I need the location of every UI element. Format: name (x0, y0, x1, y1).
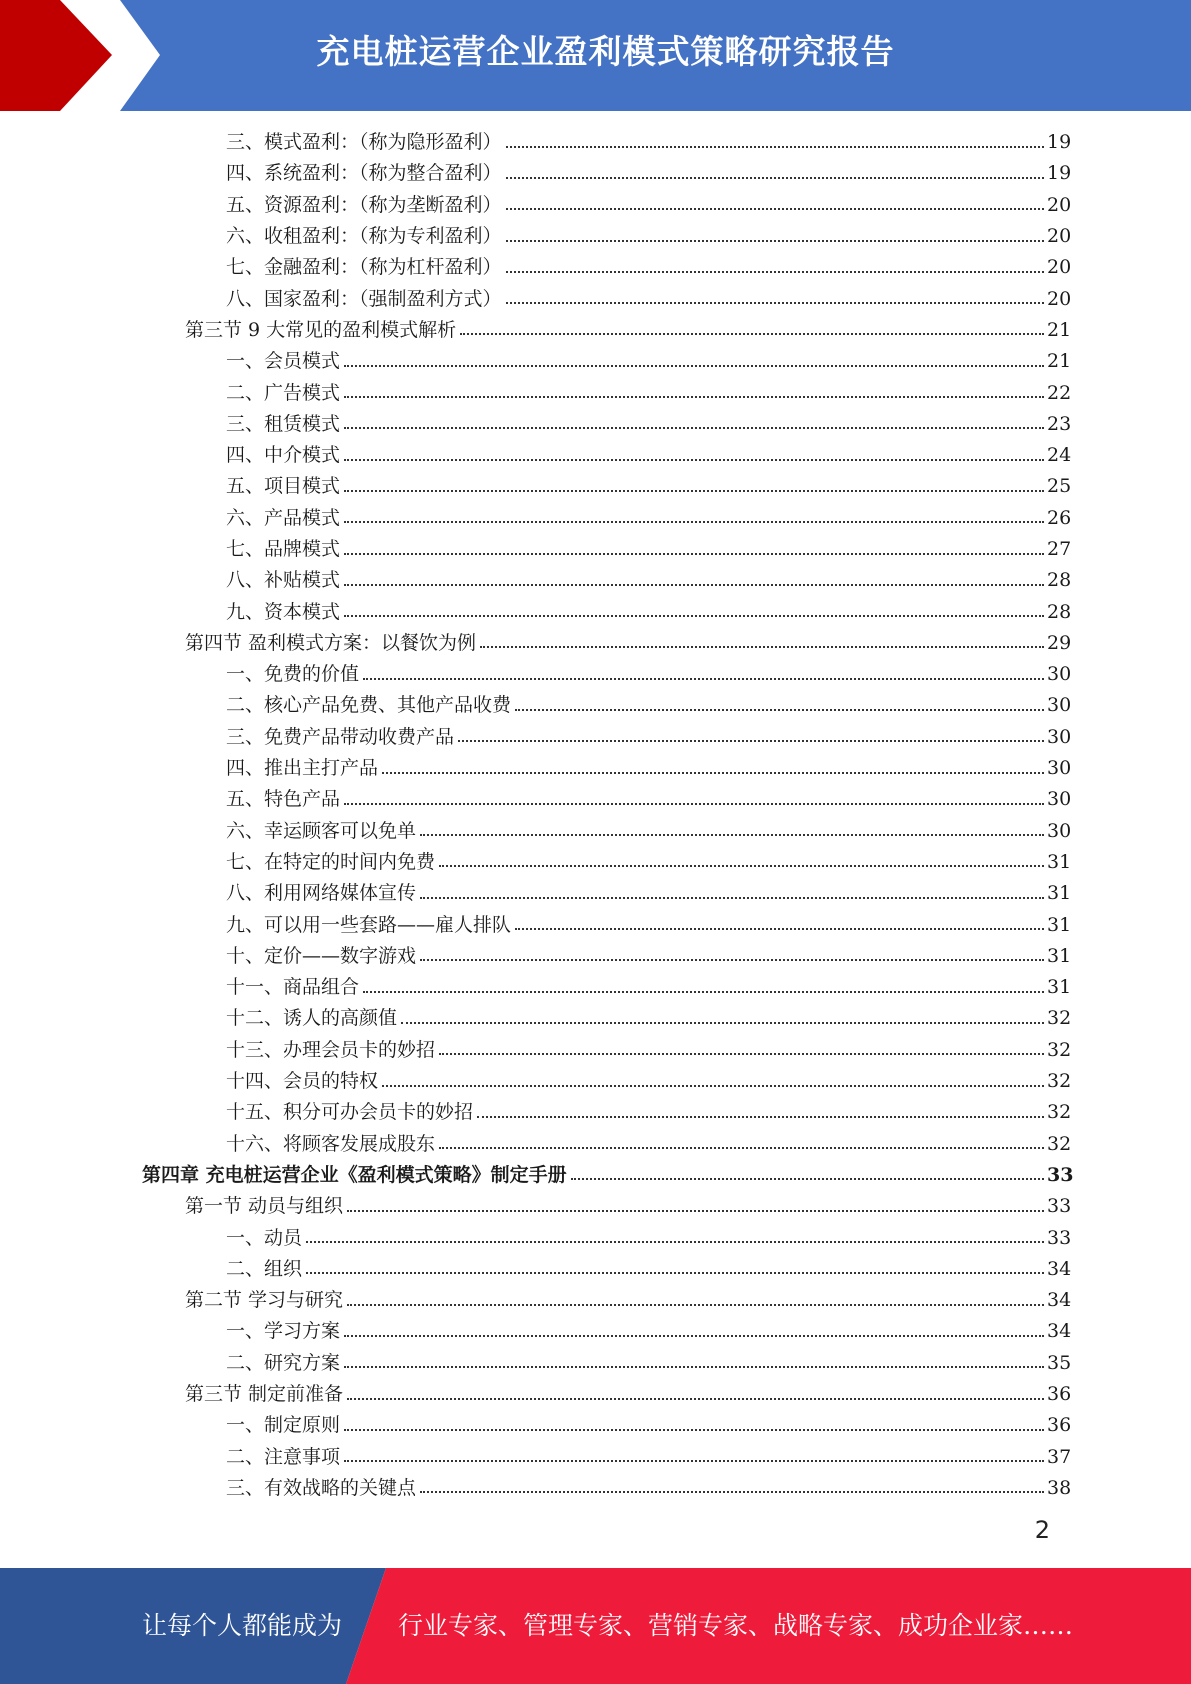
toc-dot-leader (344, 1460, 1044, 1462)
toc-entry-page: 30 (1047, 788, 1072, 811)
toc-entry-page: 20 (1047, 225, 1072, 248)
toc-dot-leader (506, 146, 1044, 148)
toc-entry[interactable] (0, 1191, 1191, 1222)
toc-entry[interactable] (0, 471, 1191, 502)
toc-dot-leader (344, 584, 1044, 586)
toc-entry-page: 19 (1047, 162, 1072, 185)
toc-entry-page: 19 (1047, 131, 1072, 154)
toc-entry-page: 20 (1047, 193, 1072, 216)
toc-entry[interactable] (0, 753, 1191, 784)
toc-entry-page: 26 (1047, 506, 1072, 529)
toc-entry-title: 九、可以用一些套路——雇人排队 (226, 913, 512, 936)
toc-dot-leader (347, 1304, 1044, 1306)
toc-entry-title: 十四、会员的特权 (226, 1070, 379, 1093)
toc-entry-page: 20 (1047, 287, 1072, 310)
toc-entry[interactable] (0, 1348, 1191, 1379)
toc-entry-page: 31 (1047, 976, 1072, 999)
toc-entry-page: 21 (1047, 318, 1072, 341)
toc-dot-leader (458, 740, 1044, 742)
toc-dot-leader (480, 646, 1044, 648)
toc-entry[interactable] (0, 1441, 1191, 1472)
toc-entry-title: 二、研究方案 (226, 1351, 341, 1374)
toc-dot-leader (344, 427, 1044, 429)
toc-entry-title: 第四章 充电桩运营企业《盈利模式策略》制定手册 (142, 1163, 567, 1186)
toc-entry[interactable] (0, 1003, 1191, 1034)
toc-entry[interactable] (0, 941, 1191, 972)
toc-entry[interactable] (0, 784, 1191, 815)
toc-entry[interactable] (0, 722, 1191, 753)
footer-slogan-left: 让每个人都能成为 (142, 1611, 343, 1640)
toc-entry[interactable] (0, 1285, 1191, 1316)
toc-entry-title: 第三节 制定前准备 (185, 1383, 344, 1406)
toc-entry-page: 32 (1047, 1070, 1072, 1093)
toc-entry-title: 三、租赁模式 (226, 412, 341, 435)
toc-entry-page: 34 (1047, 1257, 1072, 1280)
toc-entry-page: 28 (1047, 569, 1072, 592)
toc-dot-leader (344, 365, 1044, 367)
toc-dot-leader (460, 333, 1044, 335)
toc-entry[interactable] (0, 1410, 1191, 1441)
toc-dot-leader (363, 678, 1044, 680)
toc-entry-title: 十三、办理会员卡的妙招 (226, 1038, 436, 1061)
toc-dot-leader (344, 553, 1044, 555)
toc-dot-leader (506, 240, 1044, 242)
toc-entry-title: 九、资本模式 (226, 600, 341, 623)
toc-dot-leader (344, 1335, 1044, 1337)
toc-dot-leader (506, 271, 1044, 273)
toc-dot-leader (344, 396, 1044, 398)
toc-entry-page: 25 (1047, 475, 1072, 498)
toc-entry-page: 29 (1047, 631, 1072, 654)
toc-dot-leader (420, 1491, 1044, 1493)
toc-entry-page: 34 (1047, 1289, 1072, 1312)
toc-dot-leader (344, 459, 1044, 461)
toc-dot-leader (420, 897, 1044, 899)
toc-dot-leader (306, 1272, 1044, 1274)
toc-entry[interactable] (0, 628, 1191, 659)
toc-dot-leader (439, 1147, 1044, 1149)
toc-entry-page: 34 (1047, 1320, 1072, 1343)
toc-dot-leader (477, 1116, 1044, 1118)
toc-entry-page: 30 (1047, 725, 1072, 748)
toc-entry[interactable] (0, 1160, 1191, 1191)
toc-dot-leader (344, 521, 1044, 523)
toc-entry-title: 十五、积分可办会员卡的妙招 (226, 1101, 474, 1124)
toc-entry-page: 33 (1047, 1226, 1072, 1249)
toc-dot-leader (420, 834, 1044, 836)
toc-dot-leader (439, 865, 1044, 867)
toc-dot-leader (347, 1398, 1044, 1400)
toc-entry-title: 二、组织 (226, 1257, 303, 1280)
toc-entry[interactable] (0, 596, 1191, 627)
toc-entry-title: 二、广告模式 (226, 381, 341, 404)
toc-entry-page: 24 (1047, 444, 1072, 467)
toc-entry[interactable] (0, 440, 1191, 471)
toc-entry-title: 四、中介模式 (226, 444, 341, 467)
toc-entry-title: 四、推出主打产品 (226, 757, 379, 780)
toc-entry-page: 31 (1047, 913, 1072, 936)
toc-entry-page: 31 (1047, 850, 1072, 873)
toc-entry[interactable] (0, 534, 1191, 565)
toc-entry[interactable] (0, 909, 1191, 940)
toc-entry-title: 一、免费的价值 (226, 663, 360, 686)
toc-entry-title: 七、品牌模式 (226, 538, 341, 560)
toc-entry[interactable] (0, 1097, 1191, 1128)
toc-dot-leader (344, 615, 1044, 617)
toc-dot-leader (347, 1210, 1044, 1212)
toc-dot-leader (515, 928, 1044, 930)
toc-entry[interactable] (0, 972, 1191, 1003)
toc-entry[interactable] (0, 1473, 1191, 1504)
toc-entry-title: 六、产品模式 (226, 506, 341, 529)
toc-entry-page: 28 (1047, 600, 1072, 623)
toc-entry-title: 第四节 盈利模式方案：以餐饮为例 (185, 631, 477, 654)
toc-entry-page: 35 (1047, 1351, 1072, 1374)
toc-dot-leader (401, 1022, 1044, 1024)
toc-entry-title: 七、金融盈利：（称为杠杆盈利） (226, 256, 502, 279)
toc-entry-title: 三、模式盈利：（称为隐形盈利） (226, 131, 502, 154)
toc-dot-leader (344, 1429, 1044, 1431)
toc-entry-title: 第二节 学习与研究 (185, 1289, 344, 1312)
toc-entry[interactable] (0, 816, 1191, 847)
toc-entry-title: 第三节 9 大常见的盈利模式解析 (185, 318, 457, 341)
toc-dot-leader (382, 1085, 1044, 1087)
toc-dot-leader (344, 1366, 1044, 1368)
toc-entry-page: 32 (1047, 1101, 1072, 1124)
toc-entry-title: 二、注意事项 (226, 1445, 341, 1468)
toc-entry[interactable] (0, 878, 1191, 909)
toc-dot-leader (363, 991, 1044, 993)
toc-entry-page: 36 (1047, 1414, 1072, 1437)
toc-dot-leader (420, 959, 1044, 961)
toc-entry-title: 五、特色产品 (226, 788, 341, 811)
toc-entry-title: 五、资源盈利：（称为垄断盈利） (226, 193, 502, 216)
page-number: 2 (1034, 1516, 1050, 1544)
toc-entry-title: 六、收租盈利：（称为专利盈利） (226, 225, 502, 248)
toc-entry[interactable] (0, 127, 1191, 158)
toc-entry[interactable] (0, 1379, 1191, 1410)
toc-entry-page: 31 (1047, 944, 1072, 967)
toc-entry-page: 30 (1047, 757, 1072, 780)
toc-entry[interactable] (0, 346, 1191, 377)
toc-entry-title: 一、制定原则 (226, 1414, 341, 1437)
toc-dot-leader (506, 177, 1044, 179)
footer-slogan-right: 行业专家、管理专家、营销专家、战略专家、成功企业家…… (398, 1611, 1074, 1640)
toc-entry-title: 四、系统盈利：（称为整合盈利） (226, 162, 502, 185)
toc-entry-title: 一、会员模式 (226, 350, 341, 373)
toc-entry-title: 三、有效战略的关键点 (226, 1476, 417, 1499)
toc-dot-leader (571, 1178, 1044, 1180)
toc-dot-leader (506, 208, 1044, 210)
toc-entry-title: 八、补贴模式 (226, 569, 341, 592)
toc-entry[interactable] (0, 847, 1191, 878)
toc-entry-title: 二、核心产品免费、其他产品收费 (226, 694, 512, 717)
toc-entry-title: 一、动员 (226, 1226, 303, 1249)
toc-entry[interactable] (0, 377, 1191, 408)
toc-entry[interactable] (0, 503, 1191, 534)
toc-entry-title: 七、在特定的时间内免费 (226, 850, 436, 873)
document-title: 充电桩运营企业盈利模式策略研究报告 (316, 32, 895, 71)
toc-entry[interactable] (0, 1254, 1191, 1285)
toc-entry-title: 五、项目模式 (226, 475, 341, 498)
toc-entry-title: 六、幸运顾客可以免单 (226, 819, 417, 842)
toc-entry-title: 十二、诱人的高颜值 (226, 1007, 398, 1030)
toc-dot-leader (306, 1241, 1044, 1243)
toc-entry[interactable] (0, 315, 1191, 346)
toc-entry[interactable] (0, 1316, 1191, 1347)
toc-entry[interactable] (0, 221, 1191, 252)
toc-entry[interactable] (0, 1222, 1191, 1253)
toc-entry-page: 22 (1047, 381, 1072, 404)
toc-entry-title: 第一节 动员与组织 (185, 1195, 344, 1218)
toc-dot-leader (344, 803, 1044, 805)
toc-entry-title: 十一、商品组合 (226, 976, 360, 999)
toc-entry[interactable] (0, 1129, 1191, 1160)
toc-entry[interactable] (0, 1035, 1191, 1066)
toc-entry[interactable] (0, 565, 1191, 596)
toc-entry-page: 36 (1047, 1383, 1072, 1406)
toc-entry-page: 27 (1047, 538, 1072, 560)
toc-entry-page: 33 (1047, 1195, 1072, 1218)
toc-entry-page: 38 (1047, 1476, 1072, 1499)
toc-entry-page: 33 (1047, 1163, 1074, 1186)
toc-entry-page: 23 (1047, 412, 1072, 435)
toc-entry-page: 20 (1047, 256, 1072, 279)
toc-entry-title: 八、利用网络媒体宣传 (226, 882, 417, 905)
toc-entry-title: 三、免费产品带动收费产品 (226, 725, 455, 748)
toc-entry[interactable] (0, 252, 1191, 283)
toc-dot-leader (439, 1053, 1044, 1055)
toc-entry-page: 30 (1047, 819, 1072, 842)
toc-entry-page: 31 (1047, 882, 1072, 905)
toc-entry-page: 30 (1047, 663, 1072, 686)
toc-entry[interactable] (0, 409, 1191, 440)
toc-entry-title: 十六、将顾客发展成股东 (226, 1132, 436, 1155)
toc-entry[interactable] (0, 659, 1191, 690)
toc-entry[interactable] (0, 690, 1191, 721)
toc-entry[interactable] (0, 283, 1191, 314)
toc-entry-page: 21 (1047, 350, 1072, 373)
toc-dot-leader (382, 772, 1044, 774)
footer-banner (0, 1568, 1191, 1684)
toc-entry-page: 32 (1047, 1132, 1072, 1155)
toc-entry[interactable] (0, 1066, 1191, 1097)
toc-entry-page: 32 (1047, 1007, 1072, 1030)
toc-entry-page: 32 (1047, 1038, 1072, 1061)
header-banner (0, 0, 1191, 111)
toc-entry[interactable] (0, 158, 1191, 189)
toc-entry-title: 一、学习方案 (226, 1320, 341, 1343)
toc-dot-leader (515, 709, 1044, 711)
toc-entry-title: 八、国家盈利：（强制盈利方式） (226, 287, 502, 310)
toc-entry-page: 37 (1047, 1445, 1072, 1468)
toc-entry[interactable] (0, 190, 1191, 221)
toc-entry-page: 30 (1047, 694, 1072, 717)
toc-dot-leader (344, 490, 1044, 492)
toc-entry-title: 十、定价——数字游戏 (226, 944, 417, 967)
table-of-contents (0, 127, 1191, 1504)
toc-dot-leader (506, 302, 1044, 304)
